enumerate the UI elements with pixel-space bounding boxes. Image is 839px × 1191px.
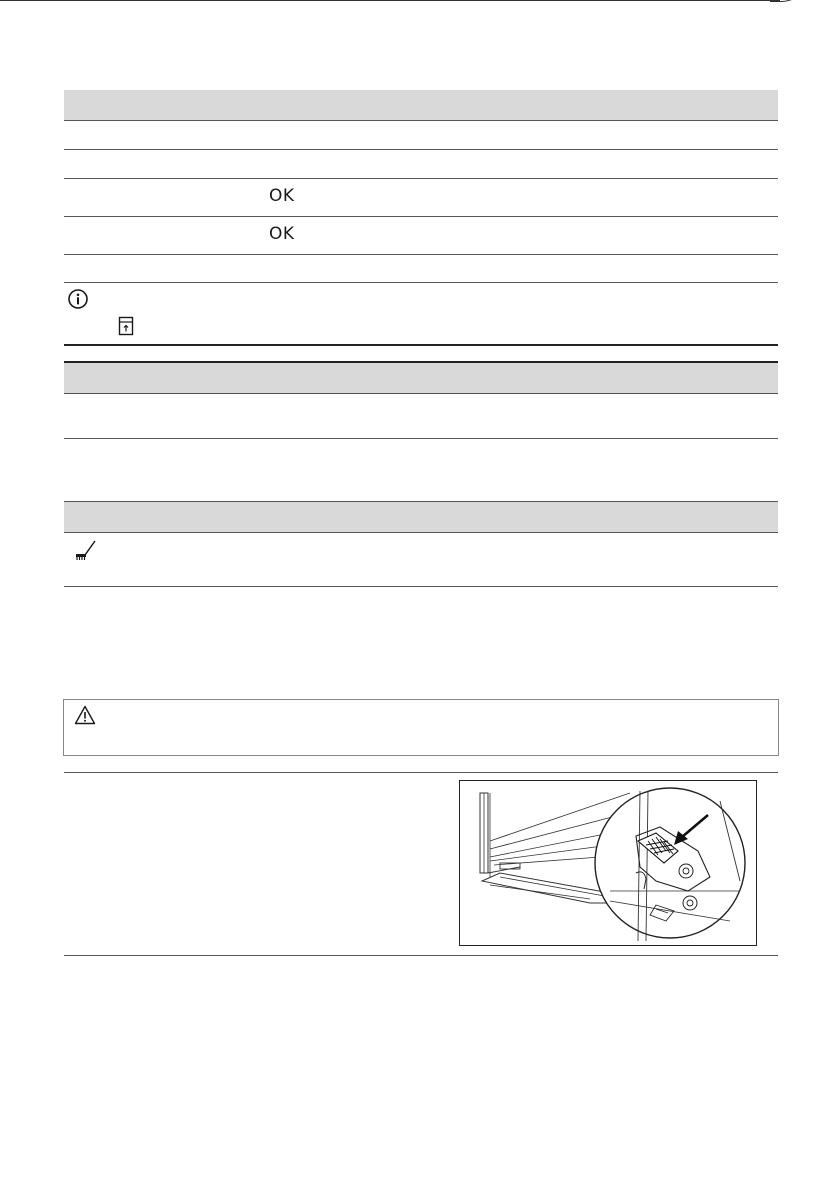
table-3-bottom-rule — [64, 586, 778, 587]
table-1-row-rule — [64, 254, 778, 255]
figure-row-bottom-rule — [64, 955, 778, 956]
figure-row-top-rule — [64, 772, 778, 773]
table-1-header — [64, 90, 778, 120]
table-1-row-rule — [64, 282, 778, 283]
table-2-header-rule — [64, 393, 778, 394]
ok-key-label: OK — [269, 224, 295, 244]
brush-cleaning-icon — [73, 539, 99, 563]
table-1-header-rule — [64, 120, 778, 121]
oven-hinge-illustration — [459, 780, 757, 946]
warning-box — [63, 699, 779, 756]
table-3-header — [64, 502, 778, 532]
table-2-bottom-rule — [64, 438, 778, 439]
top-rule-curve — [770, 0, 811, 2]
table-1-row-rule — [64, 178, 778, 179]
info-icon — [67, 288, 89, 310]
table-1-row-rule — [64, 216, 778, 217]
warning-triangle-icon — [74, 705, 96, 725]
door-lock-icon — [118, 316, 134, 336]
table-3-header-rule — [64, 532, 778, 533]
oven-hinge-drawing — [460, 781, 756, 945]
table-1-bottom-rule — [64, 344, 778, 346]
ok-key-label: OK — [269, 186, 295, 206]
table-2-header — [64, 363, 778, 393]
table-1-row-rule — [64, 149, 778, 150]
top-rule — [0, 0, 780, 1]
